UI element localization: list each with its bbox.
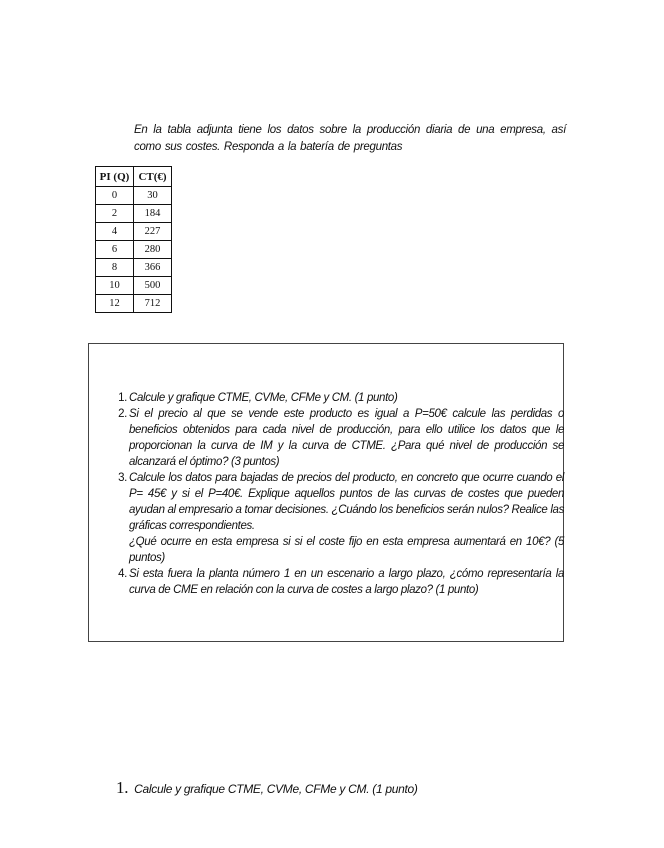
table-row: [96, 277, 172, 295]
quantity-cell: 2: [96, 205, 134, 223]
question-number: 2.: [118, 408, 127, 420]
table-row: [96, 187, 172, 205]
cost-cell: 500: [134, 277, 172, 295]
questions-box: [88, 343, 564, 642]
question-text: Si el precio al que se vende este producto es igual a P=50€ calcule las perdidas o beneficios obtenidos para cada nivel de producción, para ello utilice los datos que le proporcionan la curva de IM y la curva de CTME. ¿Para qué nivel de producción se alcanzará el óptimo? (3 puntos): [129, 408, 564, 468]
table-row: [96, 205, 172, 223]
quantity-cell: 10: [96, 277, 134, 295]
question-number: 4.: [118, 568, 127, 580]
section-heading-text: Calcule y grafique CTME, CVMe, CFMe y CM. (1 punto): [134, 782, 418, 796]
question-item: [109, 406, 564, 470]
table-header-row: [96, 167, 172, 187]
section-number: 1.: [116, 778, 129, 797]
question-item: [109, 470, 564, 566]
cost-table: [95, 166, 172, 313]
cost-cell: 280: [134, 241, 172, 259]
quantity-cell: 6: [96, 241, 134, 259]
column-header-total-cost: CT(€): [134, 167, 172, 187]
questions-list: [109, 390, 564, 598]
question-item: [109, 390, 564, 406]
cost-cell: 30: [134, 187, 172, 205]
table-row: [96, 295, 172, 313]
quantity-cell: 4: [96, 223, 134, 241]
table-row: [96, 223, 172, 241]
question-number: 3.: [118, 472, 127, 484]
cost-cell: 184: [134, 205, 172, 223]
question-number: 1.: [118, 392, 127, 404]
section-heading-question-1: [116, 778, 576, 798]
intro-paragraph: En la tabla adjunta tiene los datos sobre la producción diaria de una empresa, así como sus costes. Responda a la batería de preguntas: [134, 123, 566, 153]
quantity-cell: 12: [96, 295, 134, 313]
question-text: Si esta fuera la planta número 1 en un escenario a largo plazo, ¿cómo representaría la curva de CME en relación con la curva de costes a largo plazo? (1 punto): [129, 568, 564, 596]
question-item: [109, 566, 564, 598]
table-row: [96, 259, 172, 277]
cost-cell: 366: [134, 259, 172, 277]
table-row: [96, 241, 172, 259]
quantity-cell: 0: [96, 187, 134, 205]
column-header-quantity: PI (Q): [96, 167, 134, 187]
question-text: Calcule los datos para bajadas de precios del producto, en concreto que ocurre cuando el P= 45€ y si el P=40€. Explique aquellos puntos de las curvas de costes que pueden ayudan al empresario a tomar decisiones. ¿Cuándo los beneficios serán nulos? Realice las gráficas correspondientes.: [129, 472, 564, 532]
quantity-cell: 8: [96, 259, 134, 277]
question-text-followup: ¿Qué ocurre en esta empresa si si el coste fijo en esta empresa aumentará en 10€? (5 puntos): [129, 536, 564, 564]
cost-cell: 227: [134, 223, 172, 241]
cost-cell: 712: [134, 295, 172, 313]
question-text: Calcule y grafique CTME, CVMe, CFMe y CM. (1 punto): [129, 392, 398, 404]
